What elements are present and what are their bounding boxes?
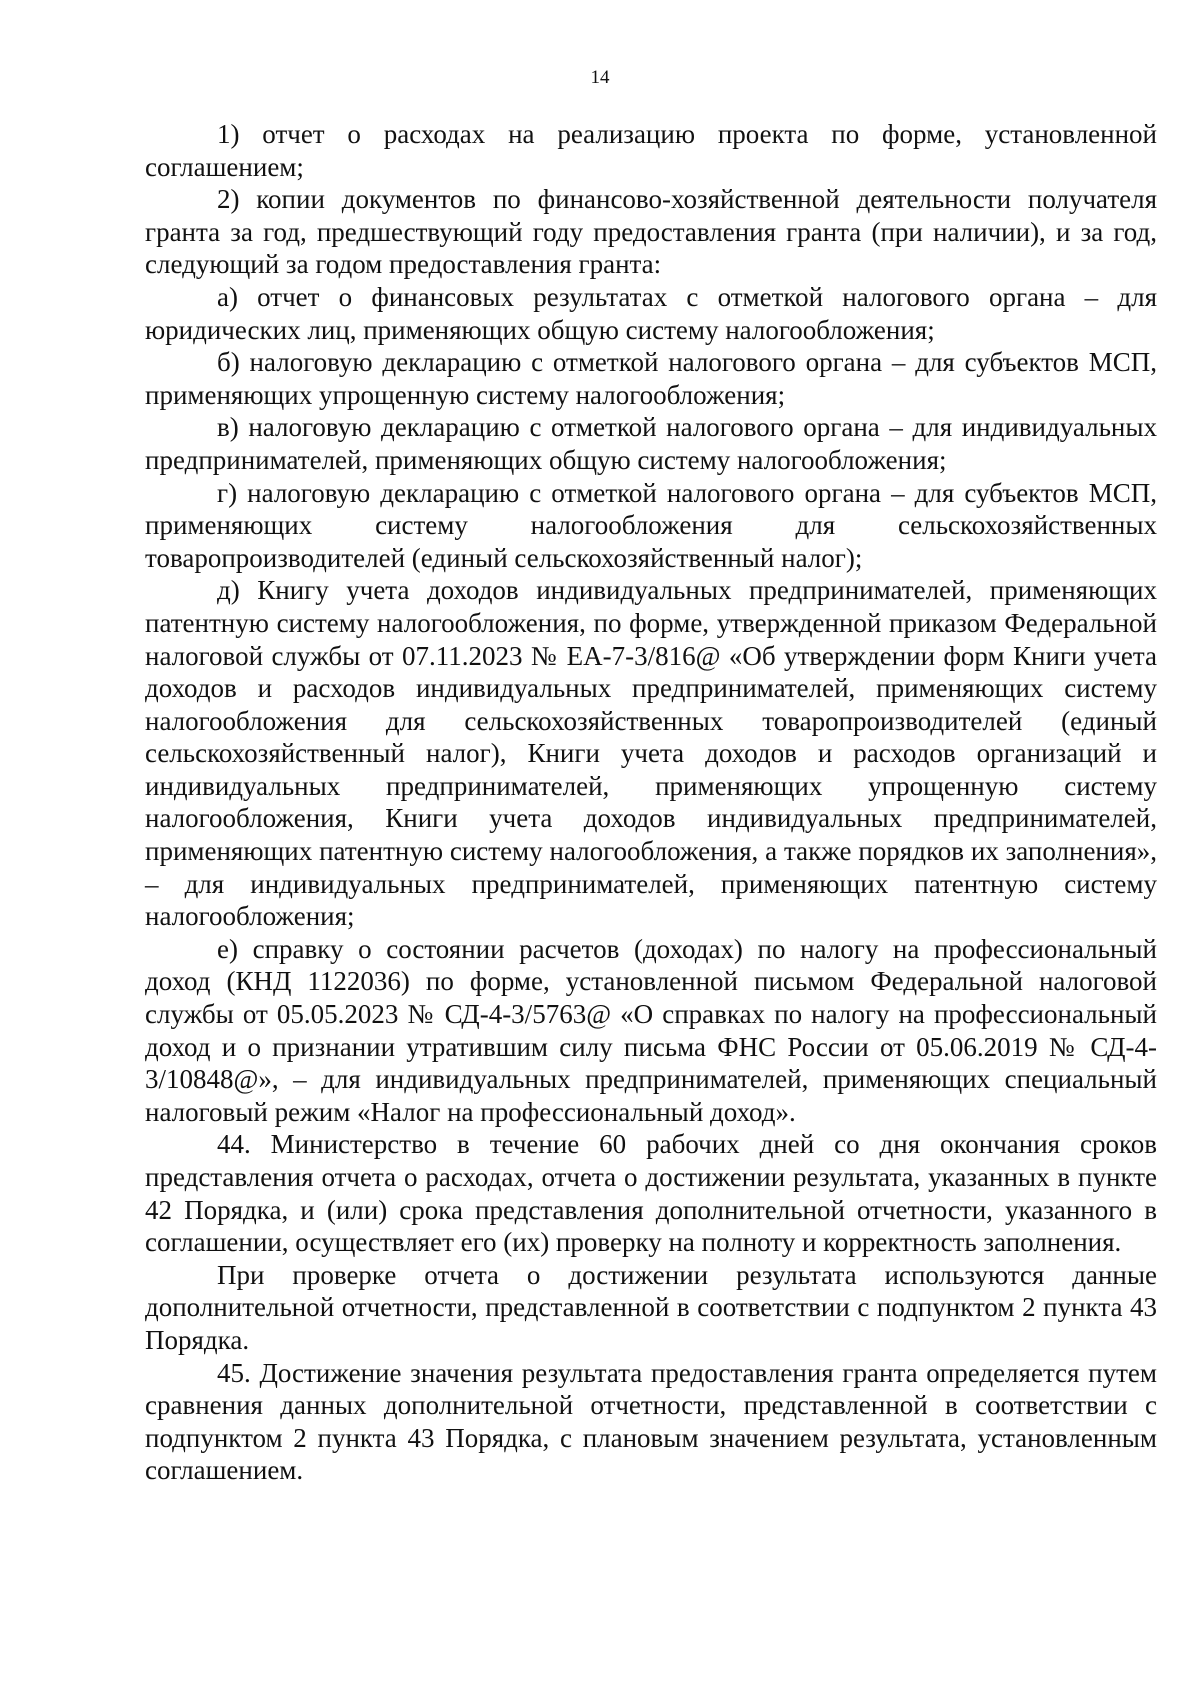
paragraph-financial-results-report: а) отчет о финансовых результатах с отметкой налогового органа – для юридических лиц, применяющих общую систему налогообложения; [145,281,1157,345]
paragraph-tax-declaration-agricultural: г) налоговую декларацию с отметкой налогового органа – для субъектов МСП, применяющих систему налогообложения для сельскохозяйственных товаропроизводителей (единый сельскохозяйственный налог); [145,477,1157,573]
paragraph-section-44: 44. Министерство в течение 60 рабочих дней со дня окончания сроков представления отчета о расходах, отчета о достижении результата, указанных в пункте 42 Порядка, и (или) срока представления дополнительной отчетности, указанного в соглашении, осуществляет его (их) проверку на полноту и корректность заполнения. [145,1129,1157,1258]
paragraph-tax-declaration-general: в) налоговую декларацию с отметкой налогового органа – для индивидуальных предпринимателей, применяющих общую систему налогообложения; [145,412,1157,475]
paragraph-result-verification: При проверке отчета о достижении результата используются данные дополнительной отчетности, представленной в соответствии с подпунктом 2 пункта 43 Порядка. [145,1259,1157,1355]
paragraph-tax-declaration-simplified: б) налоговую декларацию с отметкой налогового органа – для субъектов МСП, применяющих упрощенную систему налогообложения; [145,347,1157,410]
paragraph-financial-documents: 2) копии документов по финансово-хозяйственной деятельности получателя гранта за год, предшествующий году предоставления гранта (при наличии), и за год, следующий за годом предоставления гранта: [145,184,1157,280]
paragraph-income-ledger: д) Книгу учета доходов индивидуальных предпринимателей, применяющих патентную систему налогообложения, по форме, утвержденной приказом Федеральной налоговой службы от 07.11.2023 № ЕА-7-3/816@ «Об утверждении форм Книги учета доходов и расходов индивидуальных предпринимателей, применяющих систему налогообложения для сельскохозяйственных товаропроизводителей (единый сельскохозяйственный налог), Книги учета доходов и расходов организаций и индивидуальных предпринимателей, применяющих упрощенную систему налогообложения, Книги учета доходов индивидуальных предпринимателей, применяющих патентную систему налогообложения, а также порядков их заполнения», – для индивидуальных предпринимателей, применяющих патентную систему налогообложения; [145,575,1157,932]
page-number: 14 [590,67,610,88]
paragraph-professional-income-certificate: е) справку о состоянии расчетов (доходах) по налогу на профессиональный доход (КНД 1122036) по форме, установленной письмом Федеральной налоговой службы от 05.05.2023 № СД-4-3/5763@ «О справках по налогу на профессиональный доход и о признании утратившим силу письма ФНС России от 05.06.2019 № СД-4-3/10848@», – для индивидуальных предпринимателей, применяющих специальный налоговый режим «Налог на профессиональный доход». [145,933,1157,1127]
paragraph-expense-report: 1) отчет о расходах на реализацию проекта по форме, установленной соглашением; [145,119,1157,182]
paragraph-section-45: 45. Достижение значения результата предоставления гранта определяется путем сравнения данных дополнительной отчетности, представленной в соответствии с подпунктом 2 пункта 43 Порядка, с плановым значением результата, установленным соглашением. [145,1357,1157,1486]
document-body [145,118,1157,1487]
